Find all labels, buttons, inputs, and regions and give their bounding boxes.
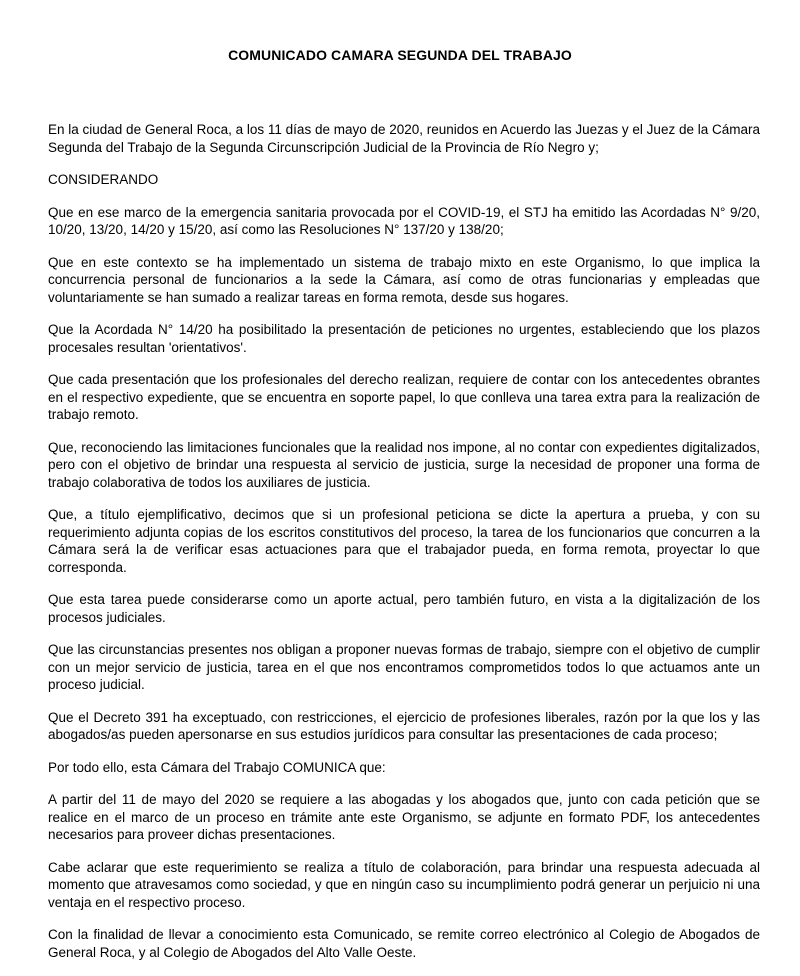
paragraph-acordada-14: Que la Acordada N° 14/20 ha posibilitado la presentación de peticiones no urgentes, estableciendo que los plazos procesales resultan 'orientativos'.: [48, 322, 760, 355]
paragraph-considerando-heading: CONSIDERANDO: [48, 172, 159, 187]
paragraph-covid-acordadas: Que en ese marco de la emergencia sanitaria provocada por el COVID-19, el STJ ha emitido las Acordadas N° 9/20, 10/20, 13/20, 14/20 y 15/20, así como las Resoluciones N° 137/20 y 138/20;: [48, 204, 760, 237]
paragraph-decreto-391: Que el Decreto 391 ha exceptuado, con restricciones, el ejercicio de profesiones liberales, razón por la que los y las abogados/as pueden apersonarse en sus estudios jurídicos para consultar las presentaciones de cada proceso;: [48, 709, 760, 742]
paragraph-requerimiento: A partir del 11 de mayo del 2020 se requiere a las abogadas y los abogados que, junto con cada petición que se realice en el marco de un proceso en trámite ante este Organismo, se adjunte en formato PDF, los antecedentes necesarios para proveer dichas presentaciones.: [48, 792, 760, 842]
document-body: [48, 121, 760, 976]
paragraph-circunstancias: Que las circunstancias presentes nos obligan a proponer nuevas formas de trabajo, siempre con el objetivo de cumplir con un mejor servicio de justicia, tarea en el que nos encontramos comprometidos todos lo que actuamos ante un proceso judicial.: [48, 642, 760, 692]
paragraph-antecedentes: Que cada presentación que los profesionales del derecho realizan, requiere de contar con los antecedentes obrantes en el respectivo expediente, que se encuentra en soporte papel, lo que conlleva una tarea extra para la realización de trabajo remoto.: [48, 372, 760, 422]
paragraph-opening: En la ciudad de General Roca, a los 11 días de mayo de 2020, reunidos en Acuerdo las Juezas y el Juez de la Cámara Segunda del Trabajo de la Segunda Circunscripción Judicial de la Provincia de Río Negro y;: [48, 122, 760, 155]
paragraph-finalidad: Con la finalidad de llevar a conocimiento esta Comunicado, se remite correo electrónico al Colegio de Abogados de General Roca, y al Colegio de Abogados del Alto Valle Oeste.: [48, 927, 760, 960]
paragraph-trabajo-mixto: Que en este contexto se ha implementado un sistema de trabajo mixto en este Organismo, lo que implica la concurrencia personal de funcionarios a la sede la Cámara, así como de otras funcionarias y empleadas que voluntariamente se han sumado a realizar tareas en forma remota, desde sus hogares.: [48, 254, 760, 305]
paragraph-comunica: Por todo ello, esta Cámara del Trabajo COMUNICA que:: [48, 759, 386, 775]
paragraph-limitaciones: Que, reconociendo las limitaciones funcionales que la realidad nos impone, al no contar con expedientes digitalizados, pero con el objetivo de brindar una respuesta al servicio de justicia, surge la necesidad de proponer una forma de trabajo colaborativa de todos los auxiliares de justicia.: [48, 439, 760, 490]
paragraph-ejemplo: Que, a título ejemplificativo, decimos que si un profesional peticiona se dicte la apertura a prueba, y con su requerimiento adjunta copias de los escritos constitutivos del proceso, la tarea de los funcionarios que concurren a la Cámara será la de verificar esas actuaciones para que el trabajador pueda, en forma remota, proyectar lo que corresponda.: [48, 507, 760, 575]
paragraph-colaboracion: Cabe aclarar que este requerimiento se realiza a título de colaboración, para brindar una respuesta adecuada al momento que atravesamos como sociedad, y que en ningún caso su incumplimiento podrá generar un perjuicio ni una ventaja en el respectivo proceso.: [48, 859, 760, 910]
paragraph-aporte: Que esta tarea puede considerarse como un aporte actual, pero también futuro, en vista a la digitalización de los procesos judiciales.: [48, 592, 760, 625]
document-title: COMUNICADO CAMARA SEGUNDA DEL TRABAJO: [228, 47, 572, 63]
